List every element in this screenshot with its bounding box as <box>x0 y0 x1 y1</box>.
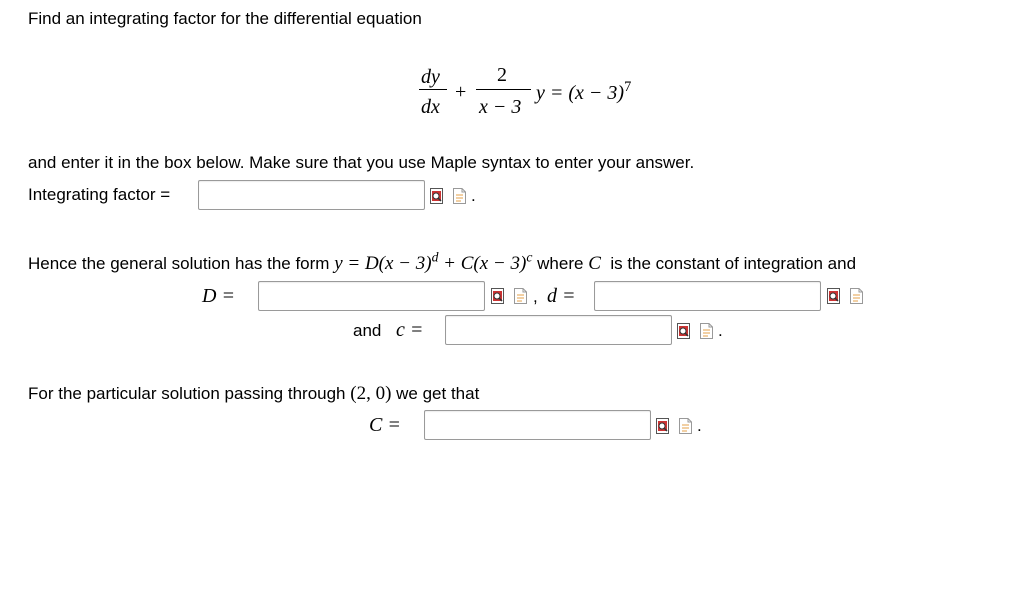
hence-c-exponent: c <box>526 249 533 265</box>
d-input[interactable] <box>594 281 821 311</box>
particular-point: (2, 0) <box>350 383 392 404</box>
hence-y-eq: y = D(x − 3) <box>334 253 432 274</box>
particular-prefix: For the particular solution passing through <box>28 384 346 403</box>
hence-where: where <box>537 254 584 273</box>
integrating-factor-input[interactable] <box>198 180 425 210</box>
help-icon[interactable] <box>700 323 713 339</box>
c-input[interactable] <box>445 315 672 345</box>
period-2: . <box>718 321 723 340</box>
help-icon[interactable] <box>453 188 466 204</box>
help-icon[interactable] <box>679 418 692 434</box>
eq-frac-line-2 <box>476 89 531 90</box>
preview-icon[interactable] <box>827 288 840 304</box>
hence-plus-c: + C(x − 3) <box>438 253 527 274</box>
eq-dx: dx <box>421 96 440 118</box>
hence-d-exponent: d <box>431 249 439 265</box>
comma: , <box>533 287 538 306</box>
C-input[interactable] <box>424 410 651 440</box>
eq-numerator: 2 <box>497 64 507 86</box>
instructions-text: and enter it in the box below. Make sure that you use Maple syntax to enter your answer. <box>28 153 695 172</box>
preview-icon[interactable] <box>656 418 669 434</box>
D-input[interactable] <box>258 281 485 311</box>
eq-plus: + <box>455 81 467 103</box>
particular-suffix: we get that <box>396 384 480 403</box>
d-label: d = <box>547 285 576 307</box>
eq-dy: dy <box>421 66 440 88</box>
eq-rhs-text: y = (x − 3) <box>536 82 625 104</box>
hence-C: C <box>588 253 601 274</box>
period-1: . <box>471 186 476 205</box>
particular-solution-text <box>28 384 479 403</box>
C-label: C = <box>369 414 401 436</box>
preview-icon[interactable] <box>430 188 443 204</box>
intro-text: Find an integrating factor for the differential equation <box>28 9 422 28</box>
integrating-factor-label: Integrating factor = <box>28 185 171 204</box>
and-label: and <box>353 321 382 340</box>
eq-exponent: 7 <box>624 79 632 96</box>
period-3: . <box>697 416 702 435</box>
eq-denominator: x − 3 <box>479 96 522 118</box>
preview-icon[interactable] <box>677 323 690 339</box>
help-icon[interactable] <box>514 288 527 304</box>
general-solution-text <box>28 249 857 274</box>
help-icon[interactable] <box>850 288 863 304</box>
eq-frac-line-1 <box>419 89 447 90</box>
hence-rest: is the constant of integration and <box>610 254 857 273</box>
c-label: c = <box>396 319 424 341</box>
eq-rhs <box>536 79 632 104</box>
hence-prefix: Hence the general solution has the form <box>28 254 335 273</box>
preview-icon[interactable] <box>491 288 504 304</box>
D-label: D = <box>202 285 235 307</box>
